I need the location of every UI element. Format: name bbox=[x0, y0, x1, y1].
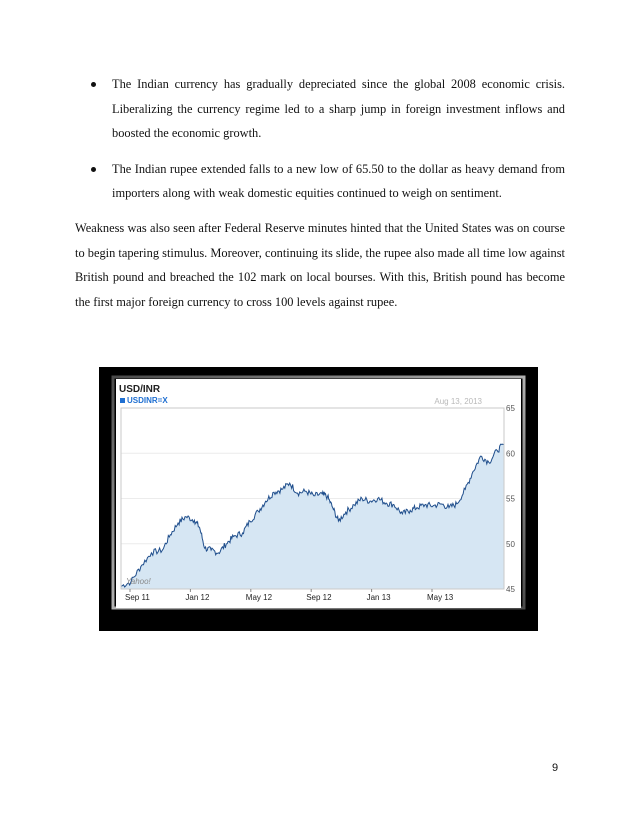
bullet-icon bbox=[91, 167, 96, 172]
chart-frame bbox=[99, 367, 538, 631]
x-tick-label: May 12 bbox=[245, 593, 273, 602]
x-tick-label: Jan 12 bbox=[185, 593, 210, 602]
bullet-text: The Indian currency has gradually depreciated since the global 2008 economic crisis. Liberalizing the currency regime led to a sharp jump in foreign investment inflows and boosted the economic growth. bbox=[112, 77, 565, 141]
yahoo-watermark: Yahoo! bbox=[126, 577, 151, 586]
bullet-item bbox=[90, 72, 565, 146]
y-tick-label: 60 bbox=[506, 449, 515, 459]
y-tick-label: 45 bbox=[506, 585, 515, 594]
date-label: Aug 13, 2013 bbox=[434, 397, 482, 406]
x-tick-label: Jan 13 bbox=[366, 593, 391, 602]
y-tick-label: 65 bbox=[506, 404, 515, 413]
bullet-list bbox=[90, 72, 565, 217]
legend-swatch bbox=[120, 398, 125, 403]
usd-inr-chart bbox=[99, 367, 538, 631]
bullet-text: The Indian rupee extended falls to a new low of 65.50 to the dollar as heavy demand from importers along with weak domestic equities continued to weigh on sentiment. bbox=[112, 161, 565, 201]
bullet-icon bbox=[91, 82, 96, 87]
body-paragraph: Weakness was also seen after Federal Reserve minutes hinted that the United States was on course to begin tapering stimulus. Moreover, continuing its slide, the rupee also made all time low against British pound and breached the 102 mark on local bourses. With this, British pound has become the first major foreign currency to cross 100 levels against rupee. bbox=[75, 221, 565, 309]
bullet-item bbox=[90, 157, 565, 206]
page-number: 9 bbox=[552, 762, 559, 774]
legend-label: USDINR=X bbox=[127, 396, 168, 405]
x-tick-label: Sep 12 bbox=[306, 593, 332, 602]
chart-title: USD/INR bbox=[119, 384, 161, 395]
x-tick-label: Sep 11 bbox=[125, 593, 150, 602]
y-tick-label: 55 bbox=[506, 494, 515, 504]
x-tick-label: May 13 bbox=[427, 593, 454, 602]
y-tick-label: 50 bbox=[506, 539, 515, 549]
